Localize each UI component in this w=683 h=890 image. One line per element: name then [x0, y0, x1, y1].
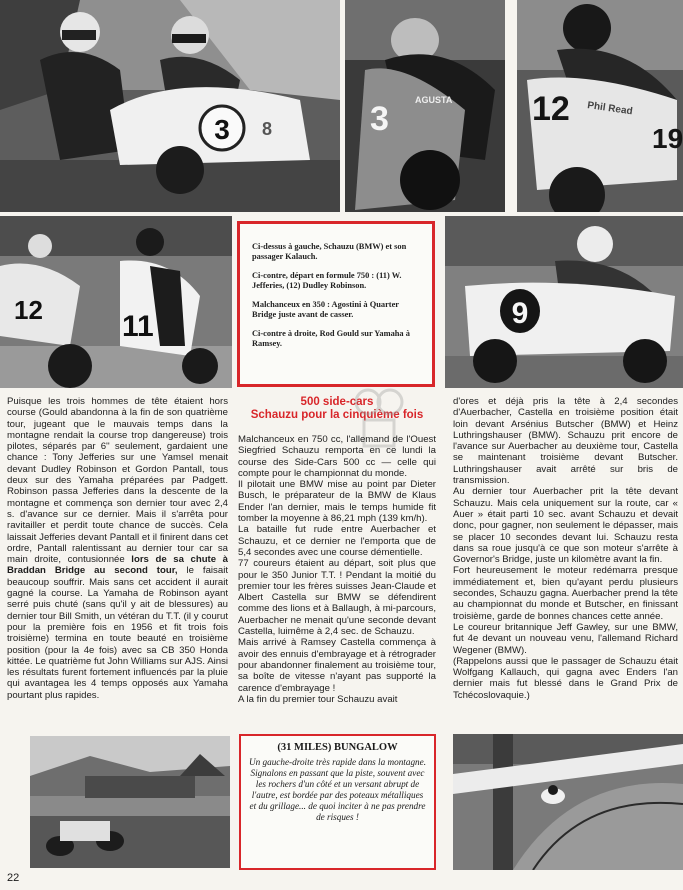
caption-schauzu: Ci-dessus à gauche, Schauzu (BMW) et son passager Kalauch.	[252, 242, 407, 261]
photo-sidecar-schauzu	[0, 0, 340, 212]
paragraph: Au dernier tour Auerbacher prit la tête devant Schauzu. Mais cela uniquement sur la route, car « Auer » était parti 10 sec. avant Schauzu et devait donc, pour gagner, non seulement le dépasser, mais se placer 10 secondes devant lui. Schauzu resta dans sa roue jusqu'à ce que son moteur s'arrête à Governor's Bridge, juste un kilomètre avant la fin.	[453, 486, 678, 566]
paragraph: 77 coureurs étaient au départ, soit plus que pour le 350 Junior T.T. ! Pendant la moitié du premier tour les frères suisses Jean-Claude et Albert Castella sur BMW se défendirent comme des lions et à Ballaugh, à mi-parcours, Auerbacher ne menait qu'une seconde devant Castella, luimême à 2,4 sec. de Schauzu.	[238, 558, 436, 638]
photo-phil-read	[517, 0, 683, 212]
col1-text: Puisque les trois hommes de tête étaient hors course (Gould abandonna à la fin de son quatrième tour, jugeant que le mauvais temps dans la montagne rendait la course trop dangereuse) trois pilotes, séparés par 6'' seulement, gardaient une chance : Tony Jefferies sur une Yamsel menait devant Dudley Robinson et Gordon Pantall, tous deux sur des Yamaha préparées par Padgett. Robinson passa Jefferies dans la descente de la montagne et commença son dernier tour avec 2,4 s. d'avance sur ce dernier. Mais il s'arrêta pour ravitailler et perdit toute chance de succès. Cela laissait Jefferies devant Pantall et il finirent dans cet ordre, Pantall ralentissant au dernier tour car sa main droite, contusionnée	[7, 396, 228, 566]
fairing-text: AGUSTA	[415, 95, 453, 105]
article-column-1	[7, 396, 228, 701]
photo-track-bungalow	[453, 734, 683, 870]
caption-rod-gould: Ci-contre à droite, Rod Gould sur Yamaha à Ramsey.	[252, 329, 410, 348]
col1-bold: lors de sa chute à Braddan Bridge au second tour,	[7, 554, 229, 577]
paragraph: Mais arrivé à Ramsey Castella commença à avoir des ennuis d'embrayage et à rétrograder pour abandonner finalement au troisième tour, sa boîte de vitesse n'ayant pas supporté la carence d'embrayage !	[238, 637, 436, 694]
caption-box	[237, 221, 435, 387]
rider-number: 3	[370, 100, 389, 138]
col1-text-rest: le faisait beaucoup souffrir. Mais sans cet accident il aurait gagné la course. La Yamaha de Robinson ayant serré puis chuté (sans qu'il y ait de blessures) au dernier tour Bill Smith, un vétéran du T.T. (il y courut pour la première fois en 1956 et fit trois fois troisième) termina en toute beauté en troisième position (pour la 4e fois) avec sa CB 350 Honda kittée. Le quatrième fut John Williams sur AJS. Ainsi les résultats furent fortement influencés par la pluie qui avantagea les 4 temps opposés aux Yamaha pourtant plus rapides.	[7, 565, 228, 701]
article-column-3	[453, 396, 678, 701]
photo-start-750	[0, 216, 232, 388]
bungalow-text: Un gauche-droite très rapide dans la montagne. Signalons en passant que la piste, souvent avec les rochers d'un côté et un versant abrupt de l'autre, est bordée par des poteaux métalliques et du grillage... de quoi inciter à ne pas prendre de risques !	[249, 757, 427, 822]
page-number: 22	[7, 872, 20, 884]
fairing-text: Phil Read	[586, 100, 634, 118]
rider-number: 12	[14, 295, 43, 325]
rider-number: 12	[532, 90, 570, 128]
article-column-2	[238, 434, 436, 705]
sidecar-number: 8	[261, 119, 273, 139]
paragraph: (Rappelons aussi que le passager de Schauzu était Wolfgang Kallauch, qui gagna avec Enders l'an dernier mais fut blessé dans le Grand Prix de Tchécoslovaquie.)	[453, 655, 678, 701]
headline-line-1: 500 side-cars	[300, 396, 374, 408]
photo-bungalow	[30, 736, 230, 868]
paragraph: Il pilotait une BMW mise au point par Dieter Busch, le préparateur de la BMW de Klaus Ender l'an dernier, mais le temps humide fit tomber la moyenne à 86,21 mph (139 km/h).	[238, 479, 436, 525]
photo-rod-gould	[445, 216, 683, 388]
bungalow-box	[239, 734, 436, 870]
paragraph: A la fin du premier tour Schauzu avait	[238, 693, 398, 705]
rider-number: 9	[511, 297, 529, 330]
paragraph: Fort heureusement le moteur redémarra presque immédiatement et, bien qu'ayant perdu plusieurs secondes, Schauzu gagna. Auerbacher prend la tête au championnat du monde et Butscher, en finissant troisième, garde de bonnes chances cette année.	[453, 565, 678, 622]
caption-agostini: Malchanceux en 350 : Agostini à Quarter Bridge juste avant de casser.	[252, 300, 399, 319]
rider-number: 11	[122, 310, 154, 343]
paragraph: Le coureur britannique Jeff Gawley, sur une BMW, fut 4e devant un nouveau venu, l'allemand Richard Wegener (BMW).	[453, 621, 678, 656]
rider-number: 19	[652, 123, 683, 154]
paragraph: Malchanceux en 750 cc, l'allemand de l'Ouest Siegfried Schauzu remporta en ce lundi la course des Side-Cars 500 cc — celle qui compte pour le championnat du monde.	[238, 434, 436, 479]
paragraph: d'ores et déjà pris la tête à 2,4 secondes d'Auerbacher, Castella en troisième position était loin devant Arsénius Butscher (BMW) et Heinz Luthringshauser (BMW). Schauzu prit encore de l'avance sur Auerbacher au deuxième tour, Castella se maintenant troisième devant Butscher. Luthringshauser avait arrêté sur bris de transmission.	[453, 396, 678, 487]
photo-agostini	[345, 0, 505, 212]
bungalow-title: (31 MILES) BUNGALOW	[277, 742, 398, 753]
paragraph: La bataille fut rude entre Auerbacher et Schauzu, et ce dernier ne l'emporta que de 5,4 secondes avec une course démentielle.	[238, 524, 436, 558]
caption-start-750: Ci-contre, départ en formule 750 : (11) W. Jefferies, (12) Dudley Robinson.	[252, 271, 402, 290]
headline-line-2: Schauzu pour la cinquième fois	[250, 408, 424, 421]
sidecar-number: 3	[214, 114, 230, 145]
